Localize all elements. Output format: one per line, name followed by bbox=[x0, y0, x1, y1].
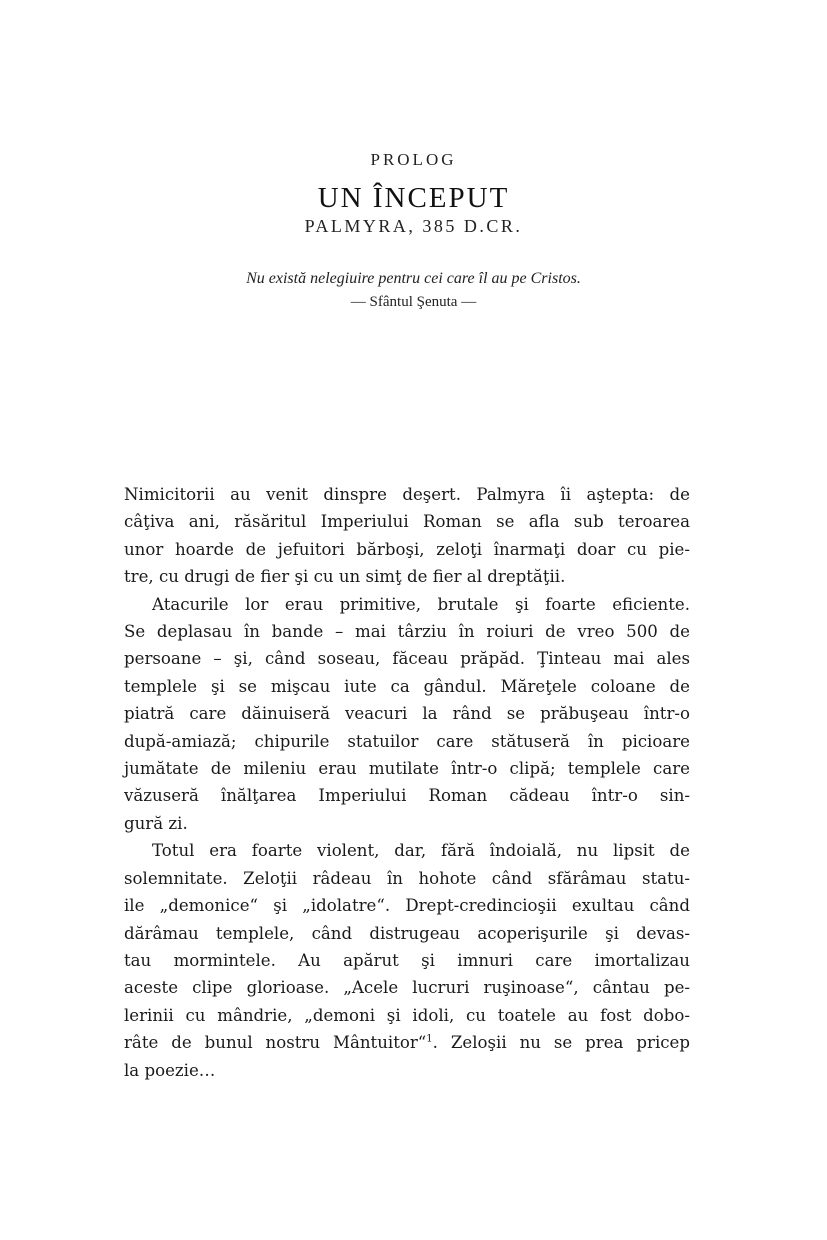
footnote-marker[interactable]: 1 bbox=[426, 1033, 433, 1045]
text-line: Atacurile lor erau primitive, brutale şi foarte eficiente. bbox=[152, 594, 690, 614]
text-line: văzuseră înălţarea Imperiului Roman cădeau într-o sin- bbox=[124, 786, 690, 806]
text-line: Se deplasau în bande – mai târziu în roiuri de vreo 500 de bbox=[124, 622, 690, 642]
text-line: lerinii cu mândrie, „demoni şi idoli, cu toatele au fost dobo- bbox=[124, 1005, 690, 1025]
text-line: câţiva ani, răsăritul Imperiului Roman se afla sub teroarea bbox=[124, 512, 690, 532]
text-line: la poezie… bbox=[124, 1060, 216, 1080]
text-segment: râte de bunul nostru Mântuitor“ bbox=[124, 1033, 427, 1053]
epigraph-author: — Sfântul Şenuta — bbox=[350, 294, 477, 310]
text-line: dărâmau templele, când distrugeau acoperişurile şi devas- bbox=[124, 923, 690, 943]
text-segment: . Zeloşii nu se prea pricep bbox=[432, 1033, 690, 1053]
text-line: piatră care dăinuiseră veacuri la rând se prăbuşeau într-o bbox=[124, 704, 690, 724]
text-line: jumătate de mileniu erau mutilate într-o clipă; templele care bbox=[124, 759, 690, 779]
paragraph bbox=[124, 837, 690, 1084]
body-text bbox=[124, 481, 690, 1084]
chapter-title: UN ÎNCEPUT bbox=[317, 182, 510, 214]
text-line: solemnitate. Zeloţii râdeau în hohote când sfărâmau statu- bbox=[124, 868, 690, 888]
text-line: tre, cu drugi de fier şi cu un simţ de fier al dreptăţii. bbox=[124, 567, 566, 587]
text-line: tau mormintele. Au apărut şi imnuri care imortalizau bbox=[124, 950, 690, 970]
text-line: după-amiază; chipurile statuilor care stătuseră în picioare bbox=[124, 731, 690, 751]
text-line: ile „demonice“ şi „idolatre“. Drept-credincioşii exultau când bbox=[124, 896, 690, 916]
paragraph bbox=[124, 481, 690, 591]
text-line-with-footnote bbox=[124, 1029, 690, 1056]
paragraph bbox=[124, 591, 690, 838]
text-line: Totul era foarte violent, dar, fără îndoială, nu lipsit de bbox=[152, 841, 690, 861]
epigraph-quote: Nu există nelegiuire pentru cei care îl au pe Cristos. bbox=[246, 270, 581, 287]
text-line: unor hoarde de jefuitori bărboşi, zeloţi înarmaţi doar cu pie- bbox=[124, 539, 690, 559]
section-label: PROLOG bbox=[370, 150, 457, 169]
text-line: templele şi se mişcau iute ca gândul. Măreţele coloane de bbox=[124, 676, 690, 696]
text-line: persoane – şi, când soseau, făceau prăpăd. Ţinteau mai ales bbox=[124, 649, 690, 669]
text-line: gură zi. bbox=[124, 813, 188, 833]
text-line: Nimicitorii au venit dinspre deşert. Palmyra îi aştepta: de bbox=[124, 485, 690, 504]
chapter-subtitle: PALMYRA, 385 D.CR. bbox=[304, 216, 523, 236]
text-line: aceste clipe glorioase. „Acele lucruri ruşinoase“, cântau pe- bbox=[124, 978, 690, 998]
